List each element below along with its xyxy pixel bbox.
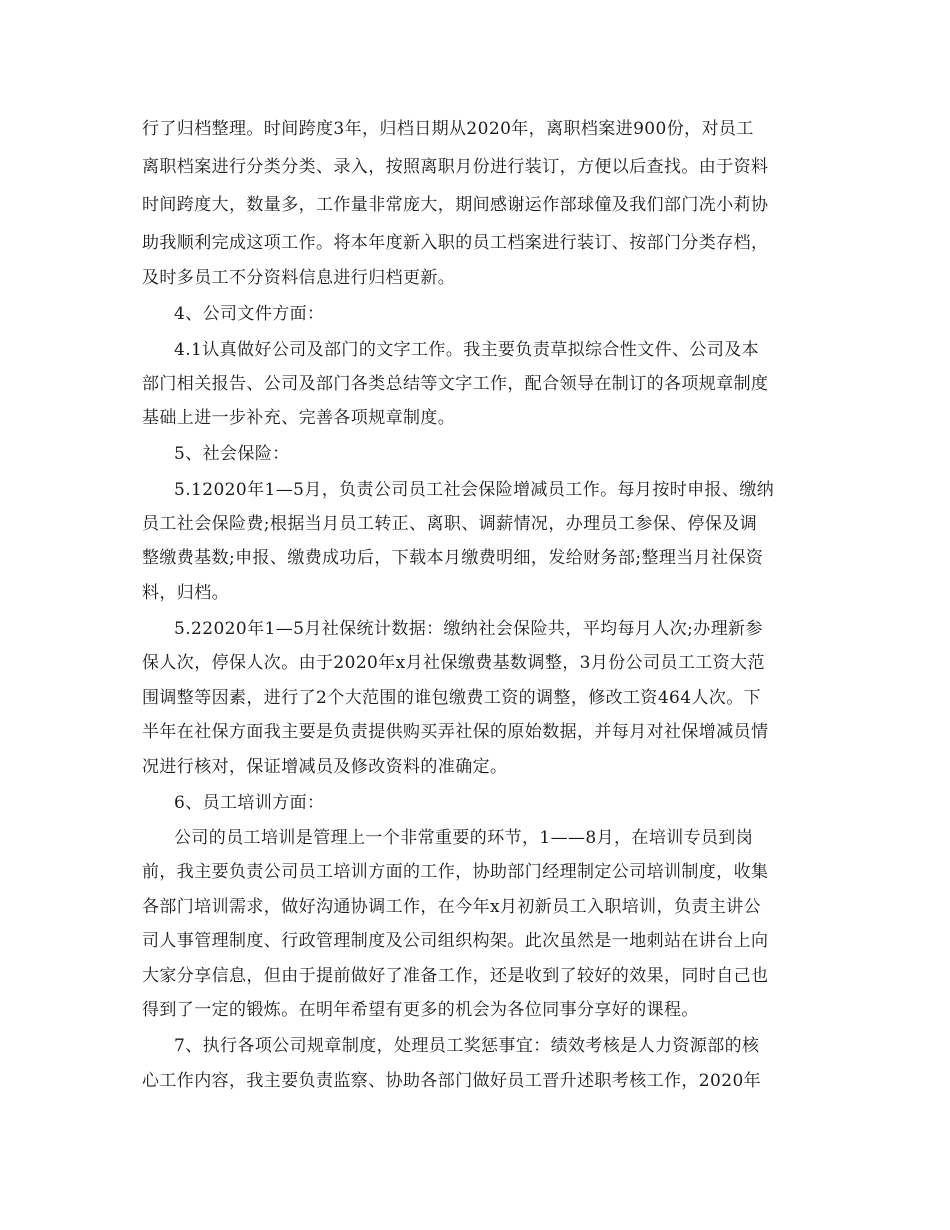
body-text-line: 心工作内容，我主要负责监察、协助各部门做好员工晋升述职考核工作，2020年 [142, 1071, 762, 1091]
body-text-line: 大家分享信息，但由于提前做好了准备工作，还是收到了较好的效果，同时自己也 [142, 966, 769, 986]
body-text-line: 前，我主要负责公司员工培训方面的工作，协助部门经理制定公司培训制度，收集 [142, 862, 769, 882]
body-text-line: 7、执行各项公司规章制度，处理员工奖惩事宜：绩效考核是人力资源部的核 [174, 1036, 760, 1056]
body-text-line: 4.1认真做好公司及部门的文字工作。我主要负责草拟综合性文件、公司及本 [174, 340, 760, 360]
section-heading: 6、员工培训方面： [174, 793, 325, 813]
body-text-line: 半年在社保方面我主要是负责提供购买弄社保的原始数据，并每月对社保增减员情 [142, 722, 769, 742]
body-text-line: 司人事管理制度、行政管理制度及公司组织构架。此次虽然是一地刺站在讲台上向 [142, 931, 769, 951]
body-text-line: 保人次，停保人次。由于2020年x月社保缴费基数调整，3月份公司员工工资大范 [142, 653, 765, 673]
body-text-line: 5.22020年1—5月社保统计数据：缴纳社会保险共，平均每月人次;办理新参 [174, 619, 763, 639]
body-text-line: 围调整等因素，进行了2个大范围的谁包缴费工资的调整，修改工资464人次。下 [142, 688, 762, 708]
body-text-line: 时间跨度大，数量多，工作量非常庞大，期间感谢运作部球僮及我们部门冼小莉协 [142, 195, 769, 215]
body-text-line: 5.12020年1—5月，负责公司员工社会保险增减员工作。每月按时申报、缴纳 [174, 480, 775, 500]
body-text-line: 行了归档整理。时间跨度3年，归档日期从2020年，离职档案进900份，对员工 [142, 119, 754, 139]
body-text-line: 助我顺利完成这项工作。将本年度新入职的员工档案进行装订、按部门分类存档， [142, 233, 769, 253]
body-text-line: 各部门培训需求，做好沟通协调工作，在今年x月初新员工入职培训，负责主讲公 [142, 897, 761, 917]
body-text-line: 员工社会保险费;根据当月员工转正、离职、调薪情况，办理员工参保、停保及调 [142, 514, 758, 534]
body-text-line: 得到了一定的锻炼。在明年希望有更多的机会为各位同事分享好的课程。 [142, 1000, 699, 1020]
body-text-line: 整缴费基数;申报、缴费成功后，下载本月缴费明细，发给财务部;整理当月社保资 [142, 548, 764, 568]
body-text-line: 况进行核对，保证增减员及修改资料的准确定。 [142, 757, 508, 777]
body-text-line: 料，归档。 [142, 583, 229, 603]
body-text-line: 部门相关报告、公司及部门各类总结等文字工作，配合领导在制订的各项规章制度 [142, 374, 769, 394]
body-text-line: 离职档案进行分类分类、录入，按照离职月份进行装订，方便以后查找。由于资料 [142, 157, 769, 177]
body-text-line: 公司的员工培训是管理上一个非常重要的环节，1——8月，在培训专员到岗 [174, 828, 754, 848]
body-text-line: 及时多员工不分资料信息进行归档更新。 [142, 268, 456, 288]
body-text-line: 基础上进一步补充、完善各项规章制度。 [142, 408, 456, 428]
section-heading: 4、公司文件方面： [174, 304, 325, 324]
section-heading: 5、社会保险： [174, 444, 290, 464]
